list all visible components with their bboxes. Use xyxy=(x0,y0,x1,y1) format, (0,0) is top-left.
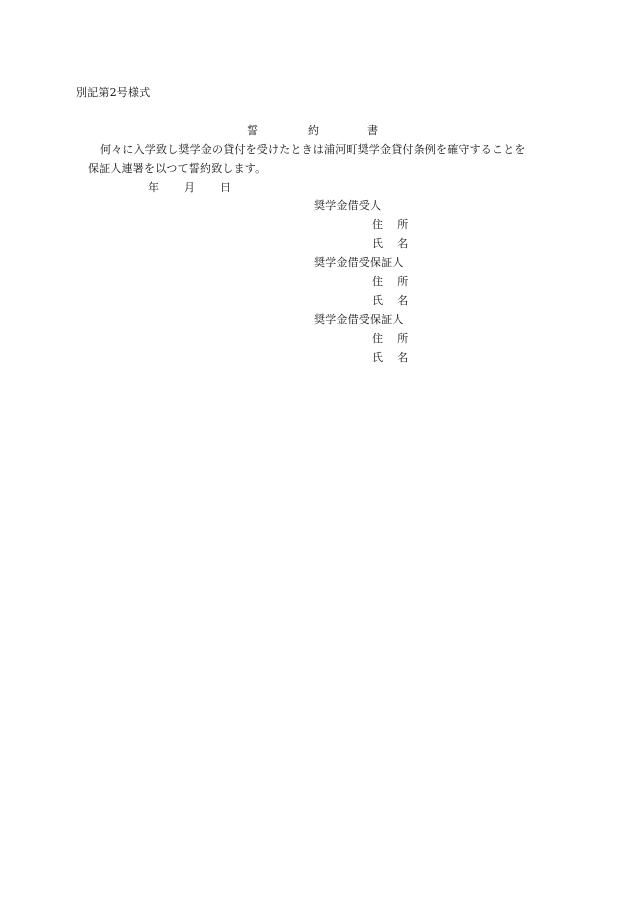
address-label xyxy=(372,218,408,232)
address-label-char-1: 住 xyxy=(372,332,384,345)
date-month-label: 月 xyxy=(184,181,196,194)
name-label-char-2: 名 xyxy=(397,351,409,364)
name-label-char-1: 氏 xyxy=(372,351,384,364)
name-label-char-2: 名 xyxy=(397,237,409,250)
name-label xyxy=(372,237,408,251)
name-label xyxy=(372,294,408,308)
body-text-line-1: 何々に入学致し奨学金の貸付を受けたときは浦河町奨学金貸付条例を確守することを xyxy=(100,143,526,156)
address-label-char-1: 住 xyxy=(372,275,384,288)
name-label-char-1: 氏 xyxy=(372,294,384,307)
date-day-label: 日 xyxy=(220,181,232,194)
address-label-char-2: 所 xyxy=(397,332,409,345)
name-label-char-1: 氏 xyxy=(372,237,384,250)
signatory-role: 奨学金借受人 xyxy=(314,199,382,212)
title-char-2: 約 xyxy=(308,124,319,137)
title-char-3: 書 xyxy=(367,124,378,137)
address-label-char-1: 住 xyxy=(372,218,384,231)
title-char-1: 誓 xyxy=(247,124,258,137)
address-label-char-2: 所 xyxy=(397,218,409,231)
address-label xyxy=(372,275,408,289)
name-label xyxy=(372,351,408,365)
signatory-role: 奨学金借受保証人 xyxy=(314,313,404,326)
address-label xyxy=(372,332,408,346)
address-label-char-2: 所 xyxy=(397,275,409,288)
name-label-char-2: 名 xyxy=(397,294,409,307)
body-text-line-2: 保証人連署を以つて誓約致します。 xyxy=(88,162,267,175)
form-id: 別記第2号様式 xyxy=(76,86,151,99)
date-year-label: 年 xyxy=(148,181,160,194)
signatory-role: 奨学金借受保証人 xyxy=(314,256,404,269)
